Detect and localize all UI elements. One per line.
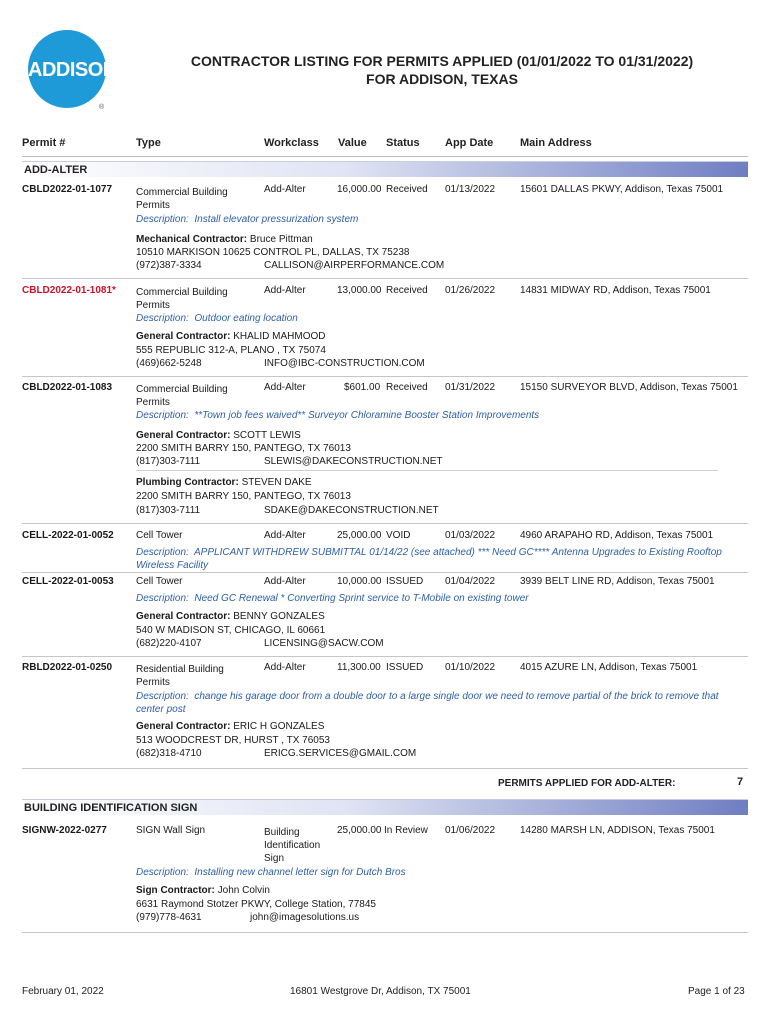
contractor-line [136, 234, 313, 246]
permit-number: CBLD2022-01-1077 [22, 184, 113, 195]
group-total-label: PERMITS APPLIED FOR ADD-ALTER: [498, 778, 676, 789]
contractor-role: Mechanical Contractor: [136, 234, 248, 245]
description-text: **Town job fees waived** Surveyor Chloramine Booster Station Improvements [194, 410, 540, 421]
contractor-address: 540 W MADISON ST, CHICAGO, IL 60661 [136, 625, 326, 636]
contractor-role: General Contractor: [136, 721, 231, 732]
permit-type: Commercial Building [136, 187, 228, 198]
permit-type: Cell Tower [136, 576, 183, 587]
contractor-address: 2200 SMITH BARRY 150, PANTEGO, TX 76013 [136, 443, 351, 454]
group-header-building-identification-sign [22, 799, 748, 815]
permit-description-cont: center post [136, 704, 186, 715]
row-divider [22, 932, 748, 933]
permit-app-date: 01/10/2022 [445, 662, 496, 673]
description-label: Description: [136, 691, 189, 702]
contractor-role: General Contractor: [136, 611, 231, 622]
contractor-role: General Contractor: [136, 331, 231, 342]
permit-number: CBLD2022-01-1083 [22, 382, 113, 393]
contractor-phone: (682)220-4107 [136, 638, 202, 649]
contractor-name: John Colvin [217, 885, 270, 896]
row-divider [22, 523, 748, 524]
report-title [112, 52, 770, 88]
col-permit: Permit # [22, 137, 66, 149]
permit-status: ISSUED [386, 576, 424, 587]
permit-address: 4015 AZURE LN, Addison, Texas 75001 [520, 662, 698, 673]
description-label: Description: [136, 214, 189, 225]
permit-address: 4960 ARAPAHO RD, Addison, Texas 75001 [520, 530, 714, 541]
contractor-email: INFO@IBC-CONSTRUCTION.COM [264, 358, 425, 369]
permit-number: CBLD2022-01-1081* [22, 285, 116, 296]
contractor-line [136, 477, 312, 489]
contractor-name: BENNY GONZALES [233, 611, 325, 622]
description-label: Description: [136, 547, 189, 558]
permit-status: Received [386, 285, 428, 296]
row-divider [22, 278, 748, 279]
contractor-address: 2200 SMITH BARRY 150, PANTEGO, TX 76013 [136, 491, 351, 502]
permit-type: Residential Building [136, 664, 224, 675]
permit-description [136, 593, 529, 605]
permit-type: SIGN Wall Sign [136, 825, 206, 836]
permit-address: 15601 DALLAS PKWY, Addison, Texas 75001 [520, 184, 724, 195]
report-title-line2: FOR ADDISON, TEXAS [366, 71, 518, 87]
row-divider [22, 572, 748, 573]
row-divider [22, 376, 748, 377]
description-text: Install elevator pressurization system [194, 214, 359, 225]
permit-status: In Review [384, 825, 428, 836]
contractor-name: KHALID MAHMOOD [233, 331, 326, 342]
permit-description [136, 547, 722, 559]
permit-status: Received [386, 184, 428, 195]
permit-status: VOID [386, 530, 411, 541]
footer-page-number: Page 1 of 23 [688, 986, 745, 997]
description-text: Installing new channel letter sign for Dutch Bros [194, 867, 406, 878]
permit-description [136, 867, 406, 879]
permit-workclass-cont: Identification [264, 840, 321, 851]
permit-address: 3939 BELT LINE RD, Addison, Texas 75001 [520, 576, 715, 587]
permit-address: 15150 SURVEYOR BLVD, Addison, Texas 75001 [520, 382, 738, 393]
permit-value: 13,000.00 [337, 285, 382, 296]
permit-app-date: 01/31/2022 [445, 382, 496, 393]
col-value: Value [338, 137, 367, 149]
group-header-add-alter [22, 161, 748, 177]
contractor-email: SDAKE@DAKECONSTRUCTION.NET [264, 505, 439, 516]
permit-number: CELL-2022-01-0052 [22, 530, 114, 541]
permit-type-cont: Permits [136, 200, 170, 211]
contractor-name: SCOTT LEWIS [233, 430, 301, 441]
permit-description [136, 214, 358, 226]
contractor-address: 555 REPUBLIC 312-A, PLANO , TX 75074 [136, 345, 326, 356]
contractor-phone: (469)662-5248 [136, 358, 202, 369]
contractor-phone: (817)303-7111 [136, 505, 201, 516]
permit-workclass: Add-Alter [264, 662, 306, 673]
permit-address: 14280 MARSH LN, ADDISON, Texas 75001 [520, 825, 715, 836]
footer-address: 16801 Westgrove Dr, Addison, TX 75001 [290, 986, 471, 997]
permit-type: Cell Tower [136, 530, 183, 541]
permit-value: 25,000.00 [337, 825, 382, 836]
permit-workclass-cont: Sign [264, 853, 285, 864]
group-total-count: 7 [737, 776, 744, 788]
footer-date: February 01, 2022 [22, 986, 104, 997]
contractor-line [136, 430, 301, 442]
contractor-email: ERICG.SERVICES@GMAIL.COM [264, 748, 417, 759]
permit-app-date: 01/06/2022 [445, 825, 496, 836]
contractor-phone: (972)387-3334 [136, 260, 202, 271]
contractor-name: Bruce Pittman [249, 234, 313, 245]
permit-app-date: 01/13/2022 [445, 184, 496, 195]
description-text: Outdoor eating location [194, 313, 298, 324]
permit-description [136, 410, 539, 422]
permit-value: 25,000.00 [337, 530, 382, 541]
addison-logo [28, 30, 117, 108]
permit-workclass: Add-Alter [264, 530, 306, 541]
permit-workclass: Add-Alter [264, 285, 306, 296]
permit-app-date: 01/26/2022 [445, 285, 496, 296]
permit-workclass: Add-Alter [264, 382, 306, 393]
col-main-address: Main Address [520, 137, 592, 149]
permit-type: Commercial Building [136, 287, 228, 298]
permit-type-cont: Permits [136, 397, 170, 408]
description-text: APPLICANT WITHDREW SUBMITTAL 01/14/22 (see attached) *** Need GC**** Antenna Upgrades to Existing Rooftop [194, 547, 722, 558]
permit-description-cont: Wireless Facility [136, 560, 209, 571]
contractor-role: Sign Contractor: [136, 885, 215, 896]
permit-type-cont: Permits [136, 677, 170, 688]
permit-type: Commercial Building [136, 384, 228, 395]
contractor-name: STEVEN DAKE [241, 477, 312, 488]
permit-description [136, 313, 298, 325]
description-label: Description: [136, 867, 189, 878]
description-label: Description: [136, 593, 189, 604]
contractor-role: General Contractor: [136, 430, 231, 441]
permit-value: 10,000.00 [337, 576, 382, 587]
contractor-role: Plumbing Contractor: [136, 477, 239, 488]
row-divider [22, 768, 748, 769]
report-title-line1: CONTRACTOR LISTING FOR PERMITS APPLIED (01/01/2022 TO 01/31/2022) [190, 53, 694, 69]
contractor-phone: (979)778-4631 [136, 912, 202, 923]
permit-number: SIGNW-2022-0277 [22, 825, 107, 836]
contractor-phone: (682)318-4710 [136, 748, 202, 759]
contractor-line [136, 611, 325, 623]
contractor-line [136, 331, 325, 343]
permit-description [136, 691, 719, 703]
contractor-email: john@imagesolutions.us [250, 912, 360, 923]
permit-type-cont: Permits [136, 300, 170, 311]
header-rule [22, 156, 748, 157]
permit-number: RBLD2022-01-0250 [22, 662, 113, 673]
permit-number: CELL-2022-01-0053 [22, 576, 114, 587]
permit-workclass: Add-Alter [264, 184, 306, 195]
col-status: Status [386, 137, 420, 149]
permit-workclass: Add-Alter [264, 576, 306, 587]
description-text: change his garage door from a double door to a large single door we need to remove partial of the brick to remove that [194, 691, 719, 702]
contractor-line [136, 885, 270, 897]
registered-mark: ® [99, 104, 105, 111]
row-divider [22, 656, 748, 657]
contractor-email: SLEWIS@DAKECONSTRUCTION.NET [264, 456, 443, 467]
group-label: ADD-ALTER [24, 164, 88, 176]
logo-text: ADDISON [28, 59, 117, 81]
description-text: Need GC Renewal * Converting Sprint service to T-Mobile on existing tower [194, 593, 529, 604]
description-label: Description: [136, 410, 189, 421]
permit-value: $601.00 [344, 382, 381, 393]
col-app-date: App Date [445, 137, 494, 149]
contractor-line [136, 721, 324, 733]
contractor-name: ERIC H GONZALES [233, 721, 325, 732]
contractor-phone: (817)303-7111 [136, 456, 201, 467]
permit-app-date: 01/03/2022 [445, 530, 496, 541]
permit-status: ISSUED [386, 662, 424, 673]
col-workclass: Workclass [264, 137, 319, 149]
group-label: BUILDING IDENTIFICATION SIGN [24, 802, 198, 814]
permit-app-date: 01/04/2022 [445, 576, 496, 587]
permit-workclass: Building [264, 827, 300, 838]
contractor-divider [136, 470, 718, 471]
contractor-address: 6631 Raymond Stotzer PKWY, College Station, 77845 [136, 899, 376, 910]
permit-value: 11,300.00 [337, 662, 381, 673]
contractor-address: 10510 MARKISON 10625 CONTROL PL, DALLAS, TX 75238 [136, 247, 410, 258]
permit-value: 16,000.00 [337, 184, 382, 195]
permit-address: 14831 MIDWAY RD, Addison, Texas 75001 [520, 285, 711, 296]
description-label: Description: [136, 313, 189, 324]
permit-status: Received [386, 382, 428, 393]
contractor-email: CALLISON@AIRPERFORMANCE.COM [264, 260, 445, 271]
contractor-email: LICENSING@SACW.COM [264, 638, 384, 649]
col-type: Type [136, 137, 161, 149]
contractor-address: 513 WOODCREST DR, HURST , TX 76053 [136, 735, 330, 746]
